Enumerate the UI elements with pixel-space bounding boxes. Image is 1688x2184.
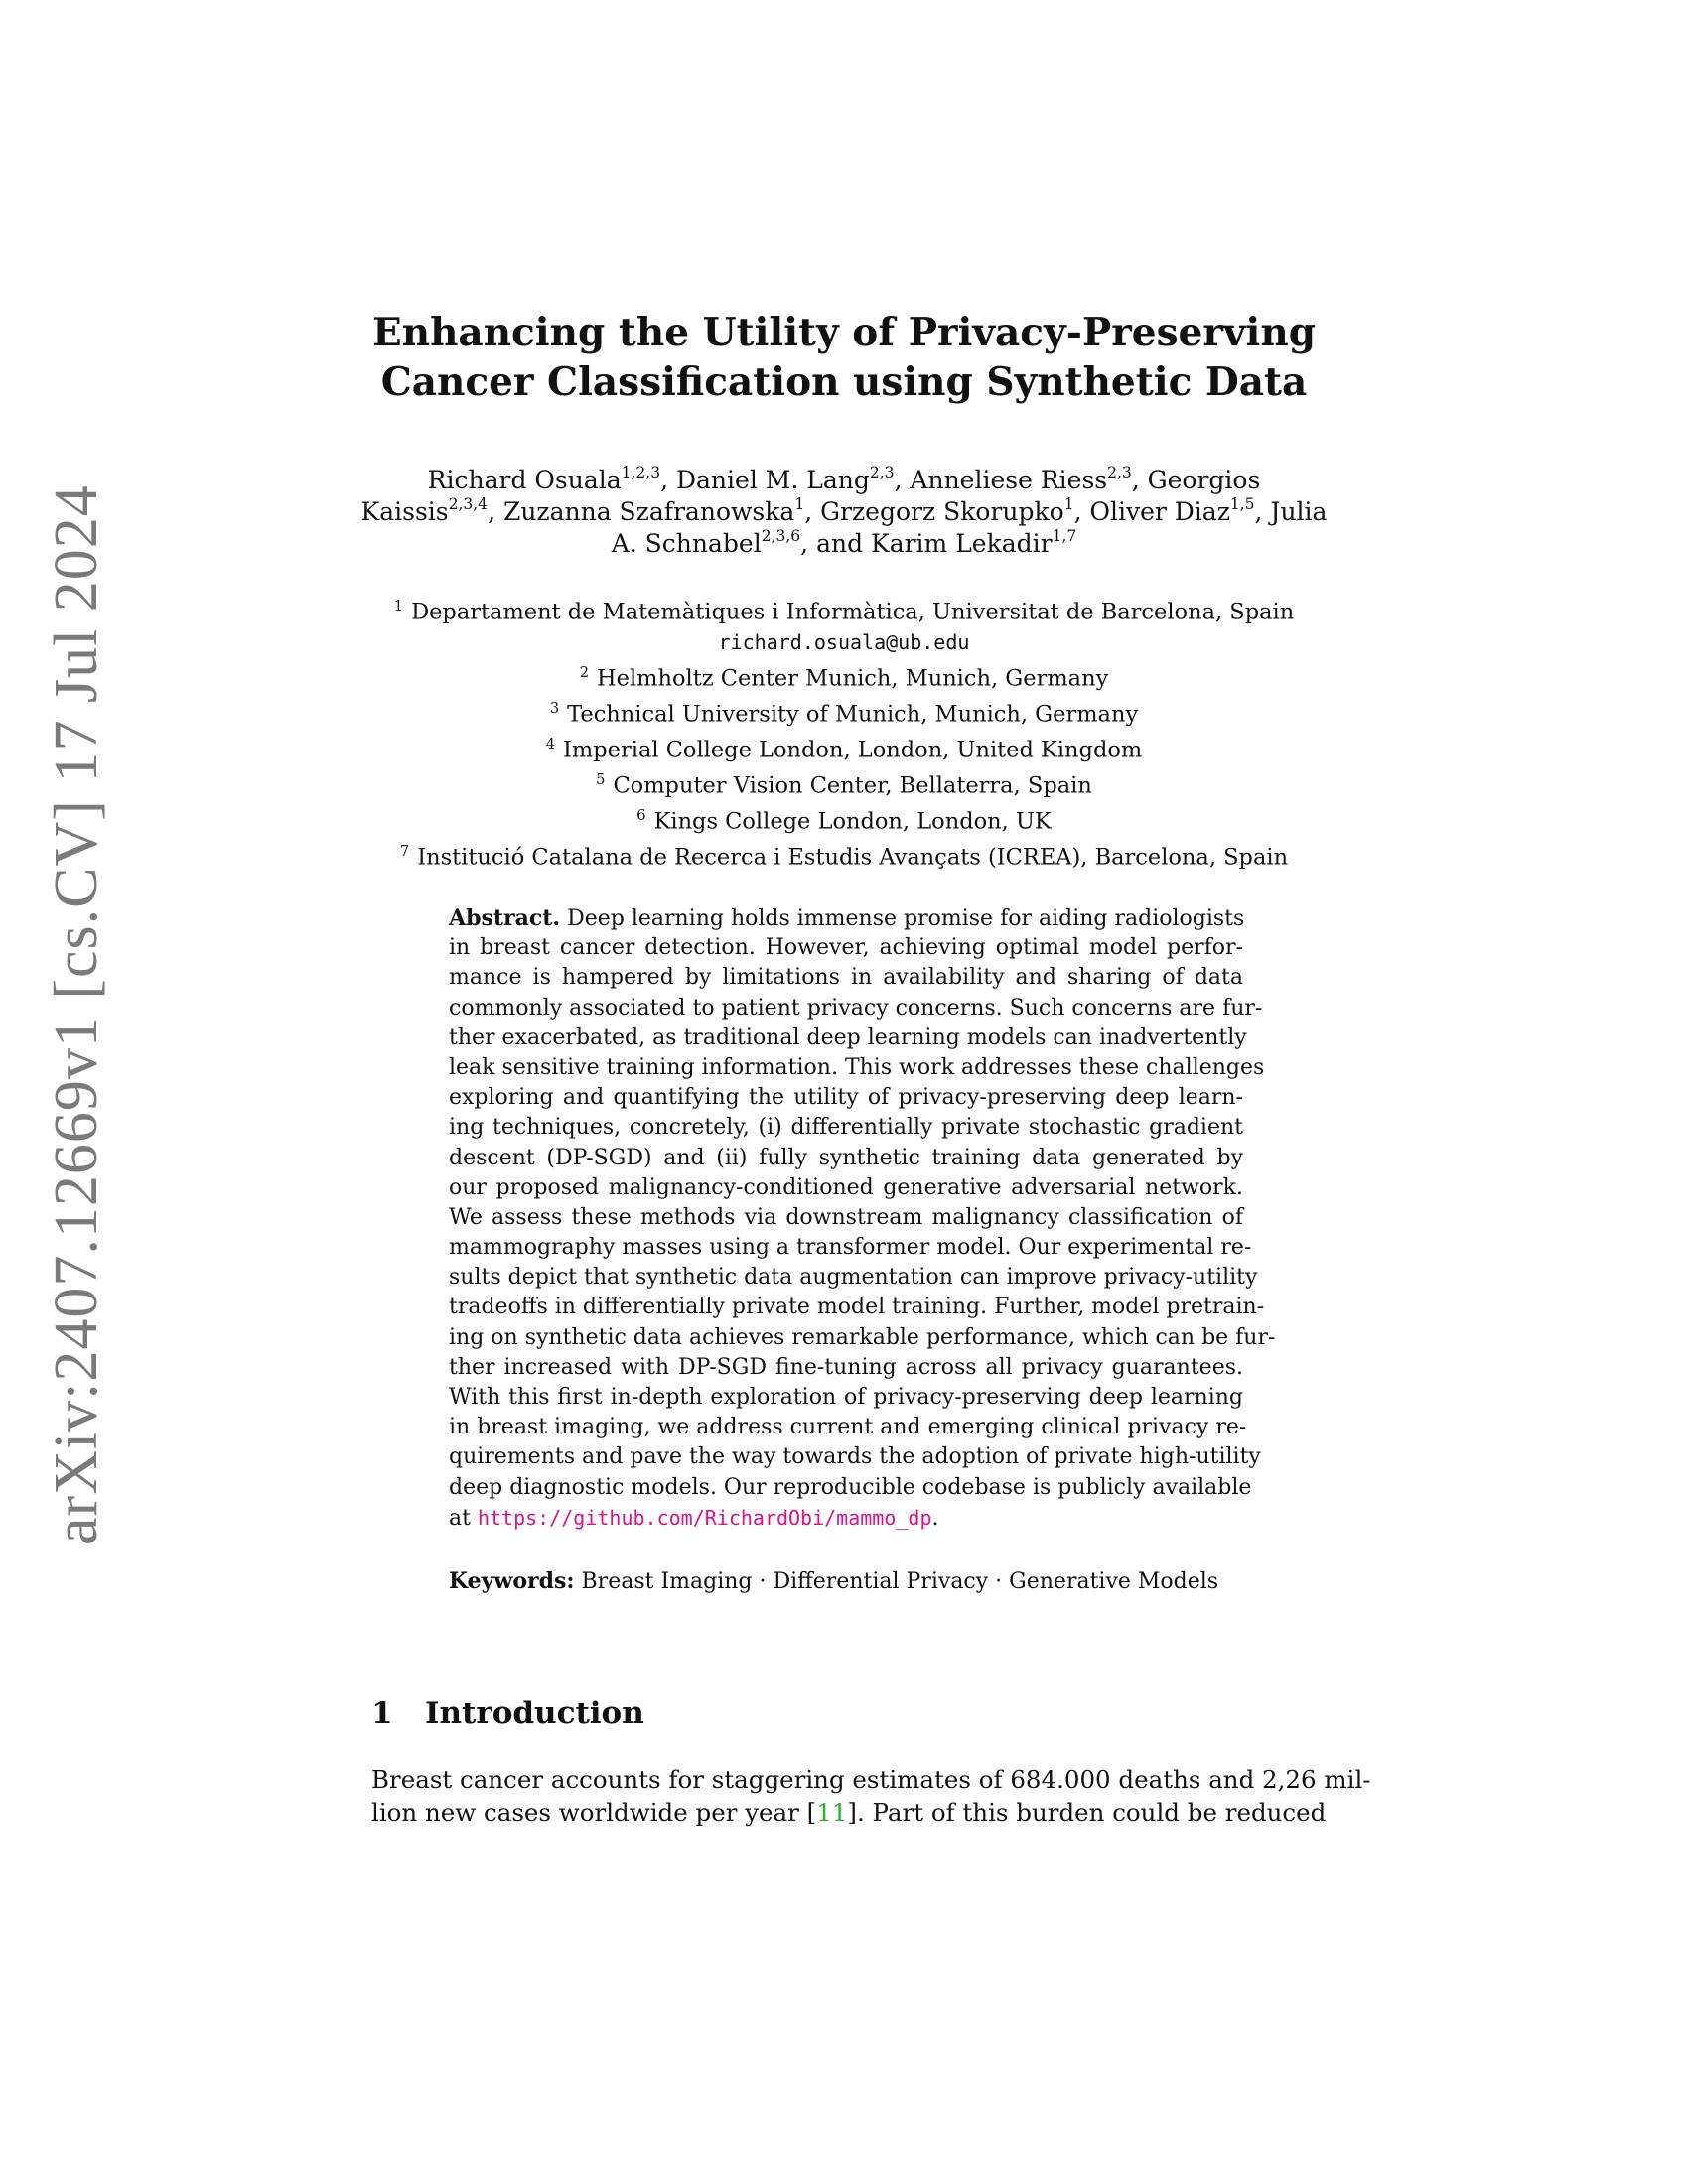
affiliation-number: 4 bbox=[545, 735, 556, 752]
affiliation-text: Kings College London, London, UK bbox=[653, 808, 1052, 834]
abstract-line: in breast cancer detection. However, achieving optimal model perfor- bbox=[449, 935, 1243, 961]
author-affil-sup: 2,3,4 bbox=[448, 495, 489, 514]
abstract-line: ing techniques, concretely, (i) differentially private stochastic gradient bbox=[449, 1115, 1243, 1141]
affiliation-text: Computer Vision Center, Bellaterra, Spain bbox=[613, 772, 1092, 798]
author-affil-sup: 2,3 bbox=[869, 464, 895, 482]
abstract-text: . bbox=[931, 1505, 939, 1531]
author-name: , Zuzanna Szafranowska bbox=[488, 497, 795, 526]
abstract-line: descent (DP-SGD) and (ii) fully synthetic training data generated by bbox=[449, 1145, 1243, 1170]
section-number: 1 bbox=[371, 1696, 393, 1731]
section-heading-introduction bbox=[371, 1694, 644, 1733]
abstract-line: mance is hampered by limitations in availability and sharing of data bbox=[449, 965, 1243, 991]
author-name: , and Karim Lekadir bbox=[800, 529, 1053, 558]
affiliation-number: 7 bbox=[399, 842, 410, 860]
author-line-1 bbox=[348, 465, 1340, 496]
affiliation-text: Imperial College London, London, United Kingdom bbox=[563, 737, 1143, 762]
author-email[interactable]: richard.osuala@ub.edu bbox=[718, 630, 970, 654]
author-name: Richard Osuala bbox=[427, 466, 622, 494]
author-name: A. Schnabel bbox=[611, 529, 762, 558]
author-name: Kaissis bbox=[360, 497, 449, 526]
abstract bbox=[449, 903, 1276, 1533]
affiliation-number: 6 bbox=[636, 806, 646, 824]
abstract-label: Abstract. bbox=[449, 905, 561, 931]
affiliation-2 bbox=[328, 658, 1360, 694]
affiliation-4 bbox=[328, 730, 1360, 765]
author-line-2 bbox=[348, 496, 1340, 528]
author-affil-sup: 1,7 bbox=[1052, 527, 1077, 546]
abstract-line: sults depict that synthetic data augmentation can improve privacy-utility bbox=[449, 1265, 1258, 1291]
abstract-last-line bbox=[449, 1503, 1243, 1533]
citation-link[interactable]: 11 bbox=[816, 1798, 848, 1827]
section-title: Introduction bbox=[425, 1696, 644, 1731]
abstract-line: in breast imaging, we address current and emerging clinical privacy re- bbox=[449, 1415, 1247, 1440]
abstract-line: quirements and pave the way towards the adoption of private high-utility bbox=[449, 1444, 1261, 1470]
affiliation-number: 1 bbox=[393, 598, 404, 614]
author-affil-sup: 1,5 bbox=[1229, 495, 1255, 514]
abstract-line: mammography masses using a transformer model. Our experimental re- bbox=[449, 1235, 1252, 1261]
author-affil-sup: 1,2,3 bbox=[621, 464, 661, 482]
affiliation-1 bbox=[328, 592, 1360, 627]
author-name: , Grzegorz Skorupko bbox=[804, 497, 1064, 526]
affiliation-7 bbox=[328, 837, 1360, 873]
introduction-paragraph bbox=[371, 1763, 1371, 1829]
keywords-label: Keywords: bbox=[449, 1569, 575, 1594]
intro-text: ]. Part of this burden could be reduced bbox=[847, 1798, 1327, 1827]
author-affil-sup: 1 bbox=[1063, 495, 1074, 514]
arxiv-identifier: arXiv:2407.12669v1 [cs.CV] 17 Jul 2024 bbox=[43, 484, 110, 1545]
abstract-line: our proposed malignancy-conditioned generative adversarial network. bbox=[449, 1174, 1243, 1200]
author-name: , Anneliese Riess bbox=[894, 466, 1108, 494]
affiliation-text: Institució Catalana de Recerca i Estudis Avançats (ICREA), Barcelona, Spain bbox=[417, 844, 1289, 870]
abstract-line: tradeoffs in differentially private model training. Further, model pretrain- bbox=[449, 1295, 1265, 1320]
title-line-1: Enhancing the Utility of Privacy-Preserving bbox=[372, 310, 1316, 355]
author-line-3 bbox=[348, 528, 1340, 560]
author-affil-sup: 1 bbox=[794, 495, 805, 514]
abstract-text: at bbox=[449, 1505, 478, 1531]
affiliation-text: Departament de Matemàtiques i Informàtica, Universitat de Barcelona, Spain bbox=[411, 599, 1295, 625]
affiliation-text: Technical University of Munich, Munich, Germany bbox=[567, 701, 1139, 727]
abstract-line bbox=[449, 903, 1243, 933]
abstract-text: Deep learning holds immense promise for aiding radiologists bbox=[567, 906, 1245, 931]
abstract-line: ther increased with DP-SGD fine-tuning across all privacy guarantees. bbox=[449, 1354, 1243, 1380]
affiliation-number: 2 bbox=[579, 663, 590, 681]
author-name: , Oliver Diaz bbox=[1073, 497, 1230, 526]
code-repository-link[interactable]: https://github.com/RichardObi/mammo_dp bbox=[477, 1505, 932, 1530]
affiliation-5 bbox=[328, 765, 1360, 801]
author-name: , Georgios bbox=[1131, 466, 1261, 494]
abstract-line: deep diagnostic models. Our reproducible codebase is publicly available bbox=[449, 1474, 1252, 1500]
abstract-line: commonly associated to patient privacy concerns. Such concerns are fur- bbox=[449, 995, 1263, 1021]
affiliation-number: 3 bbox=[549, 699, 560, 717]
affiliation-list bbox=[328, 592, 1360, 873]
keywords-text: Breast Imaging · Differential Privacy · Generative Models bbox=[581, 1570, 1219, 1594]
affiliation-text: Helmholtz Center Munich, Munich, Germany bbox=[597, 665, 1109, 691]
abstract-line: leak sensitive training information. This work addresses these challenges bbox=[449, 1054, 1265, 1080]
keywords bbox=[449, 1567, 1283, 1597]
intro-line: Breast cancer accounts for staggering estimates of 684.000 deaths and 2,26 mil- bbox=[371, 1765, 1371, 1794]
intro-text: lion new cases worldwide per year [ bbox=[371, 1798, 817, 1827]
abstract-line: ther exacerbated, as traditional deep learning models can inadvertently bbox=[449, 1024, 1247, 1050]
affiliation-6 bbox=[328, 801, 1360, 837]
abstract-line: We assess these methods via downstream malignancy classification of bbox=[449, 1204, 1243, 1230]
author-name: , Julia bbox=[1254, 497, 1328, 526]
affiliation-3 bbox=[328, 694, 1360, 730]
author-name: , Daniel M. Lang bbox=[660, 466, 870, 494]
abstract-line: exploring and quantifying the utility of privacy-preserving deep learn- bbox=[449, 1085, 1243, 1111]
intro-line bbox=[371, 1796, 1327, 1829]
paper-title bbox=[298, 308, 1390, 407]
title-line-2: Cancer Classification using Synthetic Data bbox=[380, 359, 1308, 405]
affiliation-number: 5 bbox=[596, 770, 606, 788]
author-affil-sup: 2,3,6 bbox=[761, 527, 801, 546]
author-affil-sup: 2,3 bbox=[1107, 464, 1132, 482]
abstract-line: ing on synthetic data achieves remarkable performance, which can be fur- bbox=[449, 1324, 1276, 1350]
abstract-line: With this first in-depth exploration of privacy-preserving deep learning bbox=[449, 1385, 1243, 1410]
author-email-row bbox=[328, 627, 1360, 658]
author-list bbox=[348, 465, 1340, 560]
